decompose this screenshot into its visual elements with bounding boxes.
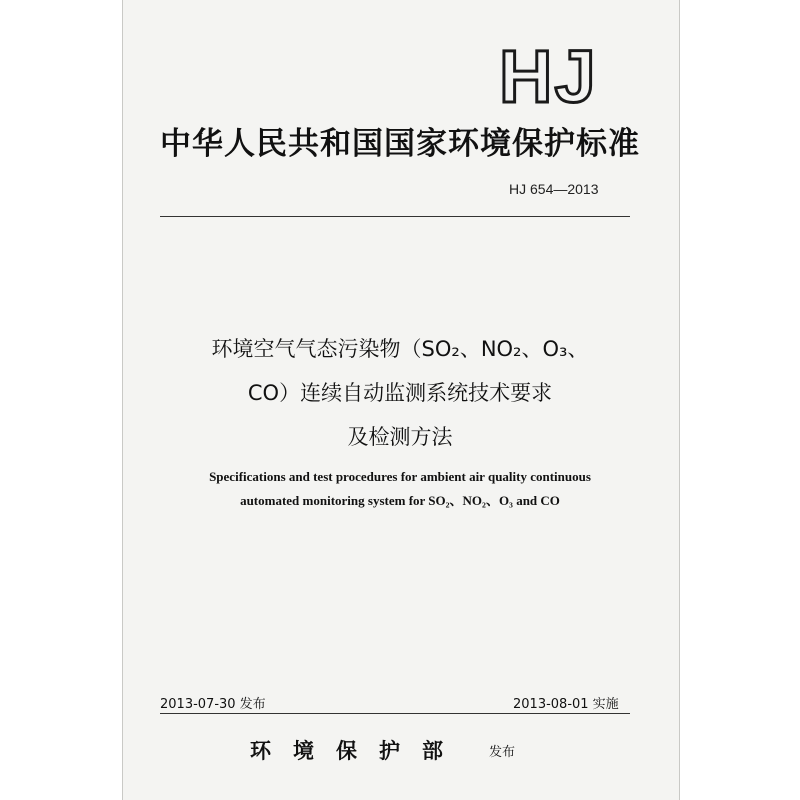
chinese-title-line-3: 及检测方法	[347, 425, 453, 449]
english-title	[140, 465, 660, 513]
chinese-title-line-2: CO）连续自动监测系统技术要求	[247, 381, 553, 405]
chinese-title-line-1: 环境空气气态污染物（SO₂、NO₂、O₃、	[211, 337, 589, 361]
standard-code: HJ 654—2013	[509, 181, 599, 197]
publisher-name: 环境保护部	[250, 738, 465, 763]
issue-date: 2013-07-30 发布	[160, 697, 266, 712]
bottom-divider	[160, 713, 630, 714]
top-divider	[160, 216, 630, 217]
english-title-line-1: Specifications and test procedures for ambient air quality continuous	[209, 469, 591, 484]
publisher-suffix: 发布	[489, 745, 516, 760]
implementation-date: 2013-08-01 实施	[513, 697, 619, 712]
standard-category-title: 中华人民共和国国家环境保护标准	[160, 126, 640, 162]
chinese-title	[140, 327, 660, 459]
english-title-line-2: automated monitoring system for SO₂、NO₂、O₃ and CO	[240, 493, 560, 508]
hj-logo: HJ	[499, 35, 598, 118]
